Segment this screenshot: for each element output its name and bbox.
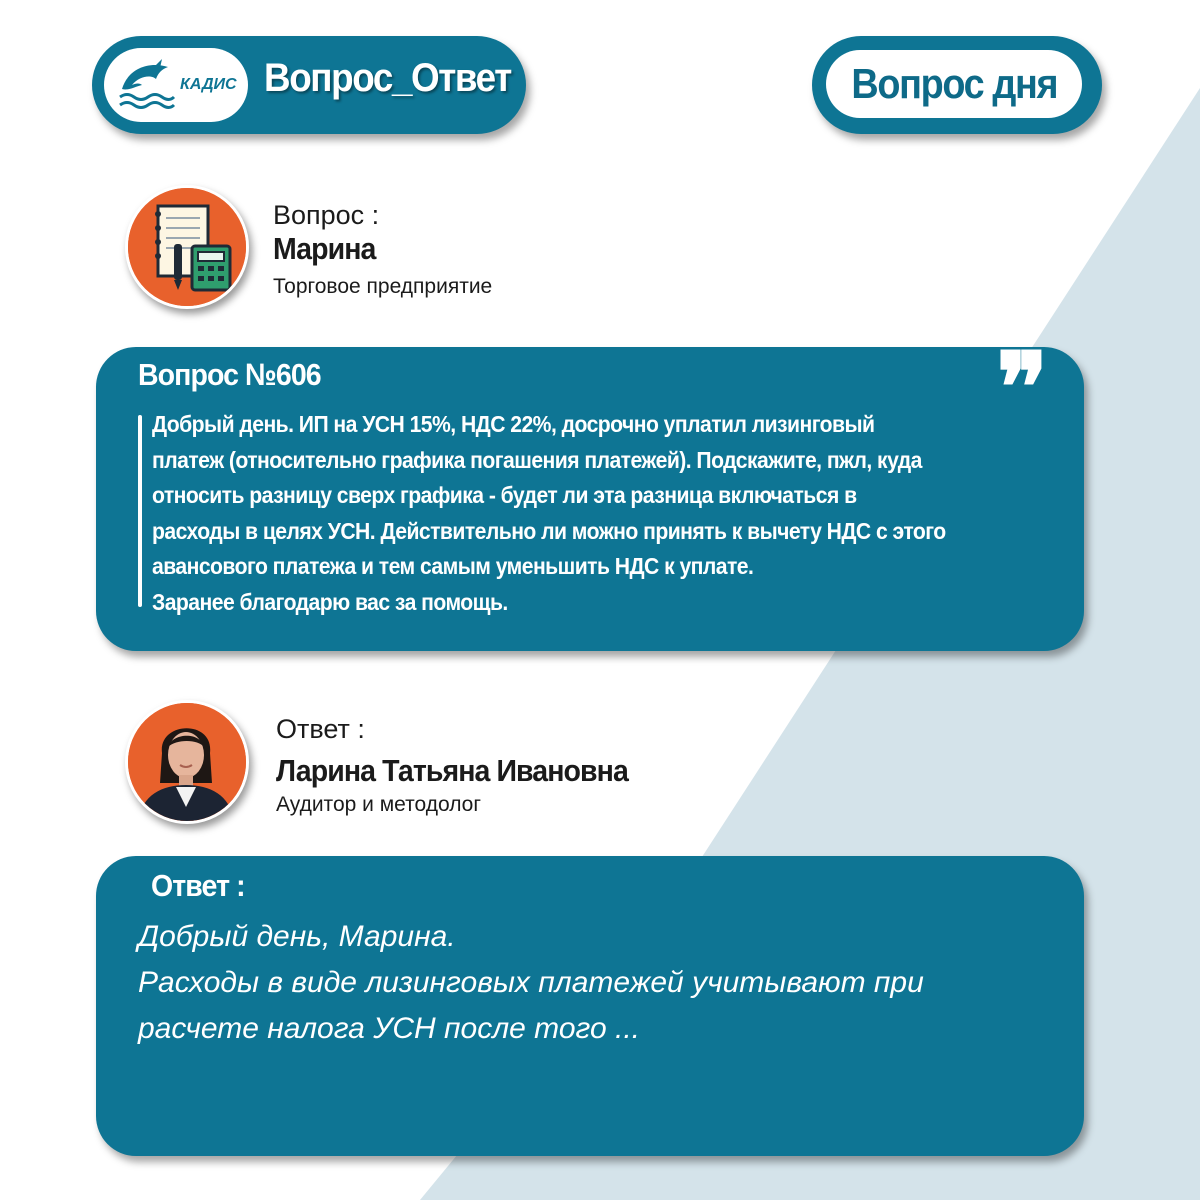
question-line: авансового платежа и тем самым уменьшить НДС к уплате. [152, 553, 754, 579]
question-role-label: Вопрос : [273, 200, 380, 230]
page-title: Вопрос_Ответ [264, 56, 511, 100]
question-quote-bar [138, 415, 142, 607]
answer-author-avatar [125, 700, 249, 824]
question-card [96, 335, 1084, 651]
answer-author-subtitle: Аудитор и методолог [276, 793, 482, 816]
notebook-calculator-icon [128, 188, 246, 306]
answer-text [138, 914, 924, 1052]
question-title: Вопрос №606 [138, 357, 321, 392]
kadis-logo [104, 48, 248, 122]
header-pill [92, 36, 526, 134]
expert-portrait [128, 703, 246, 821]
question-author-name: Марина [273, 231, 376, 266]
logo-text: КАДИС [180, 76, 237, 93]
answer-role-label: Ответ : [276, 714, 365, 744]
dolphin-icon [118, 59, 176, 111]
question-line: Заранее благодарю вас за помощь. [152, 588, 508, 615]
question-text [152, 407, 1035, 620]
question-author-info [273, 200, 492, 299]
question-line: относить разницу сверх графика - будет ли эта разница включаться в [152, 482, 857, 508]
answer-author-name: Ларина Татьяна Ивановна [276, 753, 628, 788]
answer-card [96, 856, 1084, 1156]
question-line: платеж (относительно графика погашения платежей). Подскажите, пжл, куда [152, 446, 922, 473]
question-author-subtitle: Торговое предприятие [273, 275, 493, 298]
question-line: Добрый день. ИП на УСН 15%, НДС 22%, досрочно уплатил лизинговый [152, 411, 875, 437]
question-line: расходы в целях УСН. Действительно ли можно принять к вычету НДС с этого [152, 517, 946, 544]
answer-author-info [276, 714, 659, 817]
answer-line: Добрый день, Марина. [138, 920, 456, 953]
answer-line: Расходы в виде лизинговых платежей учитывают при [138, 966, 924, 999]
question-of-day-label: Вопрос дня [851, 60, 1057, 107]
answer-title: Ответ : [151, 868, 245, 903]
answer-line: расчете налога УСН после того ... [138, 1012, 640, 1045]
question-of-day-badge [812, 36, 1102, 134]
question-author-avatar [125, 185, 249, 309]
quote-icon: ❞ [996, 335, 1048, 442]
